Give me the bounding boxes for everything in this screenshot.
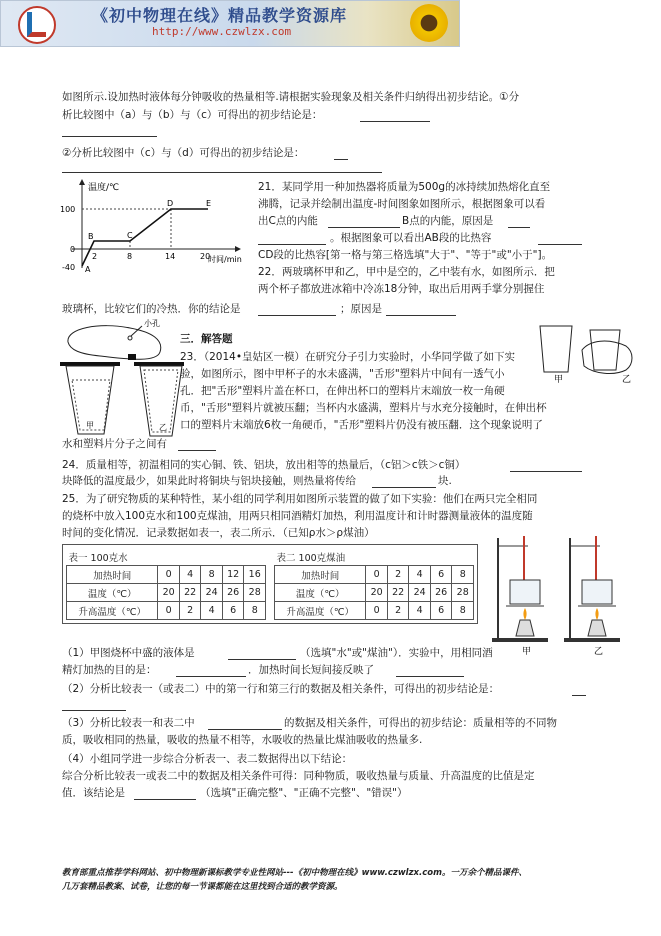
xtick-8: 8: [127, 252, 133, 261]
answer-blank[interactable]: [334, 159, 348, 160]
table-cell: 24: [201, 584, 223, 602]
answer-blank[interactable]: [134, 799, 196, 800]
q24-text: 块.: [438, 475, 452, 487]
table-cell: 8: [452, 566, 474, 584]
table-cell: 4: [179, 566, 201, 584]
cup-b-lid: [134, 362, 184, 366]
beaker-yi: [582, 580, 612, 604]
table-cell: 4: [409, 602, 431, 620]
q25-part3: （3）分析比较表一和表二中: [62, 717, 195, 729]
table1: [66, 548, 266, 620]
burner-jia: [516, 620, 534, 636]
y-axis-arrow: [79, 179, 85, 185]
flame-jia: [523, 608, 526, 620]
q25-text: 时间的变化情况．记录数据如表一，表二所示．（已知ρ水＞ρ煤油）: [62, 527, 375, 539]
glass-yi-label: 乙: [622, 375, 632, 384]
answer-blank[interactable]: [372, 487, 436, 488]
table-cell: 加热时间: [275, 566, 366, 584]
point-C: C: [127, 231, 133, 240]
q22-text: 两个杯子都放进冰箱中冷冻18分钟，取出后用两手掌分别握住: [258, 283, 545, 295]
glass-yi: [590, 330, 620, 370]
text-line: ②分析比较图中（c）与（d）可得出的初步结论是：: [62, 147, 305, 159]
q25-part4: （4）小组同学进一步综合分析表一、表二数据得出以下结论：: [62, 753, 353, 765]
q23-text: 口的塑料片末端放6枚一角硬币，"舌形"塑料片仍没有被压翻．这个现象说明了: [180, 419, 543, 431]
point-E: E: [206, 199, 212, 208]
table-cell: 0: [366, 566, 388, 584]
table-cell: 6: [430, 566, 452, 584]
q25-part2: （2）分析比较表一（或表二）中的第一行和第三行的数据及相关条件，可得出的初步结论是：: [62, 683, 500, 695]
glass-jia: [540, 326, 572, 372]
table2-title: 表二 100克煤油: [276, 552, 346, 564]
q25-part4: （选填"正确完整"、"正确不完整"、"错误"）: [200, 787, 408, 799]
banner-title: 《初中物理在线》精品教学资源库: [92, 6, 348, 25]
xtick-20: 20: [200, 252, 211, 261]
answer-blank[interactable]: [228, 659, 296, 660]
table-cell: 4: [201, 602, 223, 620]
fig22-illustration: [534, 320, 638, 384]
q23-text: 孔．把"舌形"塑料片盖在杯口，在伸出杯口的塑料片末端放一枚一角硬: [180, 385, 505, 397]
banner-url[interactable]: http://www.czwlzx.com: [152, 25, 292, 38]
text-line: 如图所示.设加热时液体每分钟吸收的热量相等.请根据实验现象及相关条件归纳得出初步结论。①分: [62, 91, 520, 103]
answer-blank[interactable]: [538, 244, 582, 245]
answer-blank[interactable]: [258, 244, 326, 245]
q21-text: CD段的比热容[第一格与第三格选填"大于"、"等于"或"小于"]。: [258, 249, 553, 261]
table-cell: 升高温度（℃）: [275, 602, 366, 620]
q21-text: 沸腾，记录并绘制出温度-时间图象如图所示，根据图象可以看: [258, 198, 546, 210]
setup-yi-label: 乙: [594, 647, 604, 656]
answer-blank[interactable]: [508, 227, 530, 228]
stand-base-yi: [564, 638, 620, 642]
cup-a-label: 甲: [86, 421, 94, 430]
fig23-illustration: [60, 318, 190, 444]
table2: [274, 548, 474, 620]
q22-text: 22．两玻璃杯甲和乙，甲中是空的，乙中装有水，如图所示．把: [258, 266, 555, 278]
q25-part4: 综合分析比较表一或表二中的数据及相关条件可得：同种物质，吸收热量与质量、升高温度的比值是定: [62, 770, 535, 782]
x-axis-arrow: [235, 246, 241, 252]
curve: [82, 209, 211, 266]
q25-part1: （1）甲图烧杯中盛的液体是: [62, 647, 195, 659]
table-cell: 4: [409, 566, 431, 584]
table-cell: 24: [409, 584, 431, 602]
xtick-2: 2: [92, 252, 98, 261]
table-cell: 2: [387, 566, 409, 584]
table-cell: 20: [366, 584, 388, 602]
beaker-jia: [510, 580, 540, 604]
hole-pointer: [131, 326, 142, 336]
burner-yi: [588, 620, 606, 636]
table-cell: 2: [179, 602, 201, 620]
table1-title: 表一 100克水: [68, 552, 128, 564]
q23-text: 币，"舌形"塑料片就被压翻；当杯内水盛满，塑料片与水充分接触时，在伸出杯: [180, 402, 547, 414]
q25-part3: 质，吸收相同的热量，吸收的热量不相等，水吸收的热量比煤油吸收的热量多.: [62, 734, 423, 746]
answer-blank[interactable]: [62, 710, 126, 711]
ytick-0: 0: [70, 245, 76, 254]
data-tables: [62, 544, 478, 624]
y-axis-label: 温度/℃: [88, 183, 120, 193]
point-B: B: [88, 232, 94, 241]
table-cell: 6: [222, 602, 244, 620]
cup-a-lid: [60, 362, 120, 366]
header-banner: [0, 0, 460, 47]
x-axis-label: 时间/min: [208, 255, 242, 264]
q21-text: 。根据图象可以看出AB段的比热容: [330, 232, 492, 244]
table-cell: 28: [452, 584, 474, 602]
table-cell: 温度（℃）: [275, 584, 366, 602]
q25-part1: 精灯加热的目的是：: [62, 664, 157, 676]
answer-blank[interactable]: [178, 450, 216, 451]
q25-part1: （选填"水"或"煤油"）．实验中，用相同酒: [300, 647, 493, 659]
answer-blank[interactable]: [396, 676, 464, 677]
answer-blank[interactable]: [386, 315, 456, 316]
q25-part1: ．加热时间长短间接反映了: [248, 664, 374, 676]
q24-text: 24．质量相等，初温相同的实心铜、铁、铝块，放出相等的热量后，（c铝＞c铁＞c铜）: [62, 459, 466, 471]
tongue-plastic: [68, 326, 161, 360]
q23-text: 水和塑料片分子之间有: [62, 438, 167, 450]
answer-blank[interactable]: [208, 729, 282, 730]
xtick-14: 14: [165, 252, 176, 261]
answer-blank[interactable]: [510, 471, 582, 472]
text-line: 析比较图中（a）与（b）与（c）可得出的初步结论是：: [62, 109, 323, 121]
q25-part4: 值．该结论是: [62, 787, 125, 799]
q21-text: B点的内能，原因是: [402, 215, 494, 227]
q25-text: 的烧杯中放入100克水和100克煤油，用两只相同酒精灯加热，利用温度计和计时器测量液体的温度随: [62, 510, 533, 522]
sunflower-image: [410, 4, 448, 42]
table-cell: 22: [179, 584, 201, 602]
answer-blank[interactable]: [62, 136, 157, 137]
q24-text: 块降低的温度最少，如果此时将铜块与铝块接触，则热量将传给: [62, 475, 356, 487]
glass-jia-label: 甲: [554, 375, 564, 384]
answer-blank[interactable]: [62, 172, 382, 173]
table-cell: 22: [387, 584, 409, 602]
ytick-100: 100: [60, 205, 76, 214]
table-cell: 6: [430, 602, 452, 620]
q21-text: 出C点的内能: [258, 215, 318, 227]
table-cell: 26: [222, 584, 244, 602]
table-cell: 8: [201, 566, 223, 584]
stand-base-jia: [492, 638, 548, 642]
table-cell: 20: [158, 584, 180, 602]
ytick-neg40: -40: [62, 263, 76, 272]
fig25-illustration: [488, 528, 628, 656]
table-cell: 8: [452, 602, 474, 620]
q22-text: 玻璃杯，比较它们的冷热．你的结论是: [62, 303, 241, 315]
footer-line: 教育部重点推荐学科网站、初中物理新课标教学专业性网站---《初中物理在线》www.czwlzx.com。一万余个精品课件、: [62, 868, 527, 878]
coin: [128, 354, 136, 360]
q22-text: ；原因是: [340, 303, 382, 315]
table-cell: 2: [387, 602, 409, 620]
q23-text: 23．（2014•皇姑区一模）在研究分子引力实验时，小华同学做了如下实: [180, 351, 516, 363]
table-cell: 0: [158, 602, 180, 620]
point-D: D: [167, 199, 174, 208]
table-cell: 12: [222, 566, 244, 584]
temperature-time-graph: [58, 178, 250, 274]
table-cell: 8: [244, 602, 266, 620]
answer-blank[interactable]: [176, 676, 246, 677]
table-cell: 28: [244, 584, 266, 602]
table-cell: 温度（℃）: [67, 584, 158, 602]
section-title: 三．解答题: [180, 333, 233, 345]
hole-label: 小孔: [144, 319, 160, 328]
table-cell: 26: [430, 584, 452, 602]
answer-blank[interactable]: [360, 121, 430, 122]
answer-blank[interactable]: [328, 227, 400, 228]
flame-yi: [595, 608, 598, 620]
footer-line: 几万套精品教案、试卷，让您的每一节课都能在这里找到合适的教学资源。: [62, 882, 343, 892]
answer-blank[interactable]: [572, 695, 586, 696]
table-cell: 加热时间: [67, 566, 158, 584]
cup-b-label: 乙: [159, 423, 167, 432]
table-cell: 升高温度（℃）: [67, 602, 158, 620]
answer-blank[interactable]: [258, 315, 336, 316]
setup-jia-label: 甲: [522, 647, 532, 656]
point-A: A: [85, 265, 91, 274]
table-cell: 0: [366, 602, 388, 620]
q21-text: 21．某同学用一种加热器将质量为500g的冰持续加热熔化直至: [258, 181, 551, 193]
q23-text: 验，如图所示，图中甲杯子的水未盛满，"舌形"塑料片中间有一透气小: [180, 368, 505, 380]
table-cell: 0: [158, 566, 180, 584]
banner-logo-mark: [27, 12, 46, 37]
q25-part3: 的数据及相关条件，可得出的初步结论：质量相等的不同物: [284, 717, 557, 729]
q25-text: 25．为了研究物质的某种特性，某小组的同学利用如图所示装置的做了如下实验：他们在两只完全相同: [62, 493, 538, 505]
table-cell: 16: [244, 566, 266, 584]
hole: [128, 336, 132, 340]
